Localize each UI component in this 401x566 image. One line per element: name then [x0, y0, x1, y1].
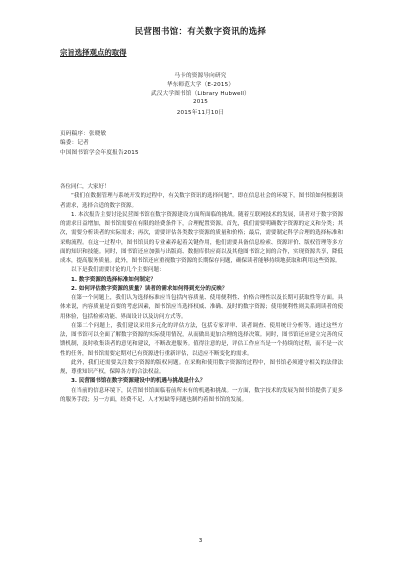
info-line: 编委：记者	[60, 140, 89, 146]
document-title: 民营图书馆：有关数字资讯的选择	[134, 26, 267, 36]
body-paragraph: 1. 本次报告主要讨论民营图书馆在数字资源建设方面所面临的挑战。随着互联网技术的发展，读者对于数字资源的需求日益增加，图书馆需要在有限的经费条件下，合理配置资源。首先，我们需要明确数字资源的定义和分类；其次，需要分析读者的实际需求；再次，需要评估各类数字资源的质量和价格；最后，需要制定科学合理的选择标准和采购流程。在这一过程中，图书馆员的专业素养起着关键作用，他们需要具备信息检索、资源评价、版权管理等多方面的知识和技能。同时，图书馆还应加强与出版商、数据库供应商以及其他图书馆之间的合作，实现资源共享，降低成本，提高服务质量。此外，图书馆还应重视数字资源的长期保存问题，确保读者能够持续地获取和利用这些资源。	[60, 211, 343, 264]
page-number: 3	[198, 538, 203, 544]
info-line: 页码稿序：张晓敏	[60, 131, 107, 137]
body-paragraph: 在当前的信息环境下，民营图书馆面临着前所未有的机遇和挑战。一方面，数字技术的发展为图书馆提供了更多的服务手段；另一方面，经费不足、人才短缺等问题也制约着图书馆的发展。	[60, 387, 343, 403]
body-paragraph: 在第一个问题上，我们认为选择标准应当包括内容质量、使用便利性、价格合理性以及长期可获取性等方面。具体来说，内容质量是首要的考虑因素，图书馆应当选择权威、准确、及时的数字资源；使用便利性则关系到读者的使用体验，包括检索功能、界面设计以及访问方式等。	[60, 295, 343, 320]
body-paragraph: 3. 民营图书馆在数字资源建设中的机遇与挑战是什么？	[71, 378, 206, 385]
body-paragraph: 1. 数字资源的选择标准如何制定？	[71, 276, 156, 283]
info-line: 中国图书馆学会年度报告2015	[60, 150, 139, 156]
meta-line: 武汉大学图书馆（Library Hubwell）	[151, 91, 250, 97]
body-paragraph: 2. 如何评估数字资源的质量？读者的需求如何得到充分的反映？	[71, 285, 228, 292]
body-paragraph: 此外，我们还需要关注数字资源的版权问题。在采购和使用数字资源的过程中，图书馆必须遵守相关的法律法规，尊重知识产权，保障各方的合法权益。	[60, 359, 343, 375]
meta-line: 2015年11月10日	[176, 110, 225, 116]
body-paragraph: 在第二个问题上，我们建议采用多元化的评估方法，包括专家评审、读者调查、使用统计分析等。通过这些方法，图书馆可以全面了解数字资源的实际使用情况，从而做出更加合理的选择决策。同时，图书馆还应建立完善的反馈机制，及时收集读者的意见和建议，不断改进服务。值得注意的是，评估工作应当是一个持续的过程，而不是一次性的任务，图书馆需要定期对已有资源进行重新评估，以适应不断变化的需求。	[60, 322, 343, 357]
body-paragraph: 各位同仁，大家好！	[60, 184, 110, 190]
body-paragraph: 以下是我们需要讨论的几个主要问题：	[71, 267, 165, 274]
meta-line: 马卡的资源导向研究	[174, 73, 227, 79]
document-subtitle: 宗旨选择观点的取得	[60, 48, 127, 57]
meta-line: 华东师范大学（E-2015）	[166, 82, 235, 88]
meta-line: 2015	[192, 99, 209, 105]
body-text	[60, 183, 343, 405]
body-paragraph: “我们在数据管理与系统开发的过程中，有关数字资讯的选择问题”，即在信息社会的环境下，图书馆如何根据读者需求，选择合适的数字资源。	[60, 193, 343, 209]
